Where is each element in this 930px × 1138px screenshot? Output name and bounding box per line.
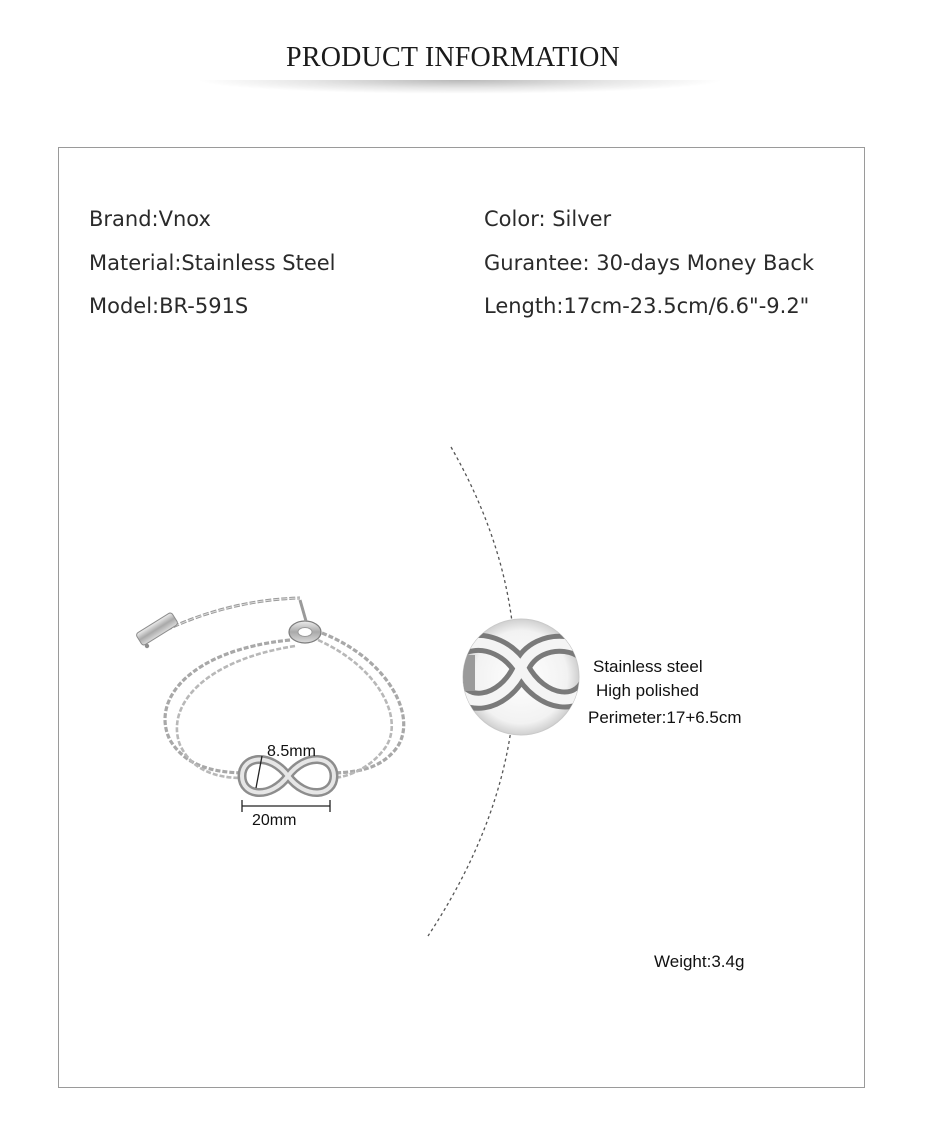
lobster-clasp bbox=[289, 600, 321, 643]
page-title: PRODUCT INFORMATION bbox=[286, 42, 620, 73]
weight-label: Weight:3.4g bbox=[654, 952, 745, 971]
pendant-width-label: 20mm bbox=[252, 812, 297, 829]
spec-color: Color: Silver bbox=[484, 207, 612, 231]
pendant-height-label: 8.5mm bbox=[267, 743, 316, 760]
magnifier-circle bbox=[449, 619, 593, 735]
callout-finish: High polished bbox=[596, 681, 700, 700]
callout-material: Stainless steel bbox=[593, 657, 703, 676]
spec-brand: Brand:Vnox bbox=[89, 207, 211, 231]
spec-guarantee: Gurantee: 30-days Money Back bbox=[484, 251, 815, 275]
spec-length: Length:17cm-23.5cm/6.6"-9.2" bbox=[484, 294, 810, 318]
spec-material: Material:Stainless Steel bbox=[89, 251, 336, 275]
callout-perimeter: Perimeter:17+6.5cm bbox=[588, 708, 742, 727]
spec-model: Model:BR-591S bbox=[89, 294, 249, 318]
